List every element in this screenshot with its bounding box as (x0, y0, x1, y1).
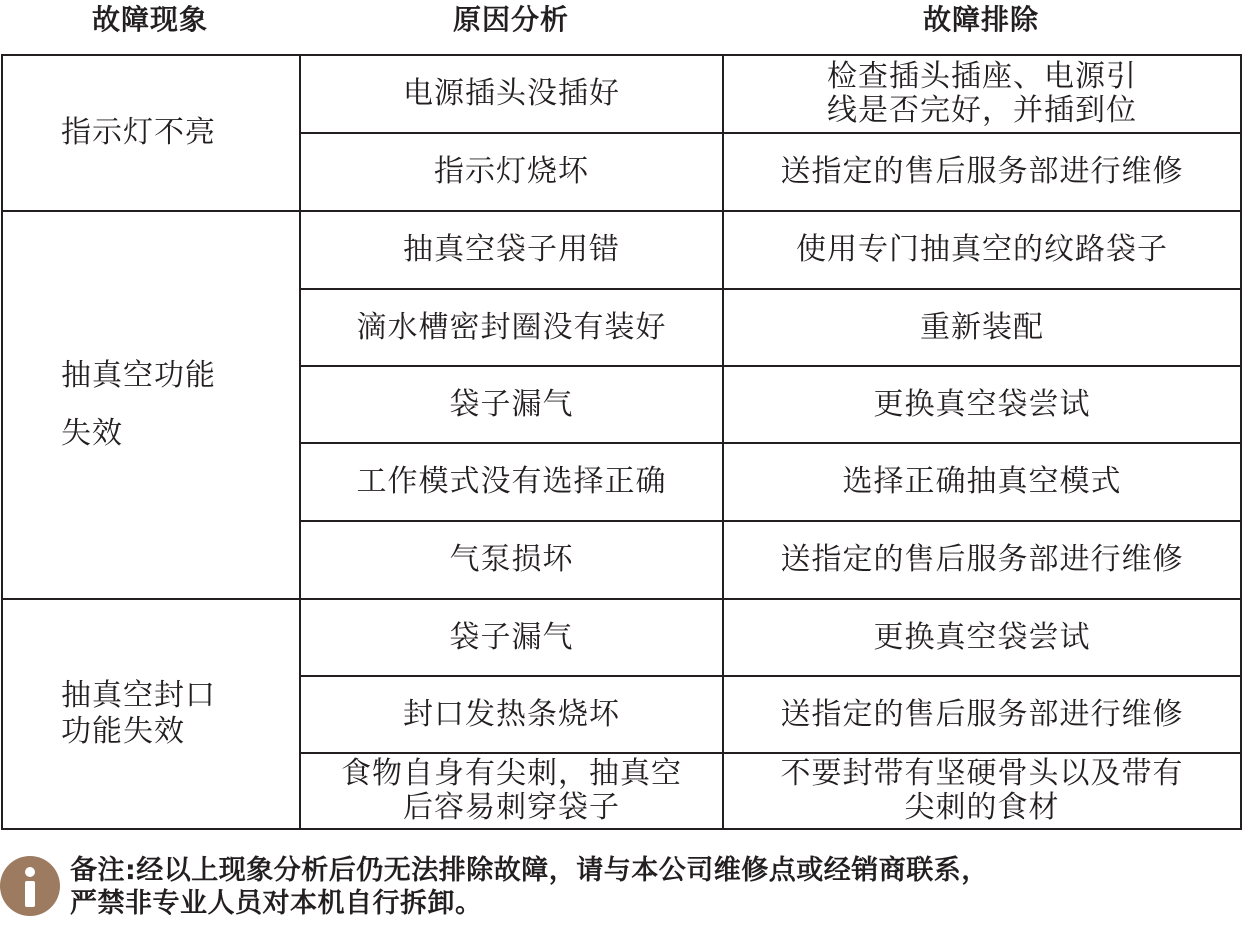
remedy-cell (723, 753, 1241, 829)
table-row (2, 55, 1241, 133)
remedy-cell (723, 211, 1241, 289)
table-row (2, 599, 1241, 676)
troubleshooting-table (1, 54, 1242, 830)
header-cause: 原因分析 (452, 3, 569, 36)
cause-cell (300, 443, 723, 521)
symptom-text: 失效 (61, 416, 123, 451)
cause-text: 后容易刺穿袋子 (403, 790, 620, 825)
note-section (0, 848, 1242, 927)
remedy-text: 送指定的售后服务部进行维修 (780, 154, 1184, 189)
symptom-cell (2, 55, 300, 211)
info-icon-stem (25, 881, 35, 907)
info-icon (0, 856, 60, 916)
cause-text: 工作模式没有选择正确 (356, 464, 667, 499)
cause-cell (300, 133, 723, 211)
remedy-text: 选择正确抽真空模式 (842, 464, 1122, 499)
note-line-2: 严禁非专业人员对本机自行拆卸。 (70, 888, 483, 919)
cause-cell (300, 521, 723, 599)
cause-text: 滴水槽密封圈没有装好 (356, 309, 667, 345)
remedy-text: 送指定的售后服务部进行维修 (780, 696, 1184, 732)
cause-cell (300, 211, 723, 289)
cause-text: 袋子漏气 (449, 386, 574, 422)
note-line-1: 备注:经以上现象分析后仍无法排除故障，请与本公司维修点或经销商联系， (70, 855, 989, 886)
symptom-text: 指示灯不亮 (61, 115, 216, 150)
remedy-text: 线是否完好，并插到位 (827, 93, 1137, 128)
remedy-text: 更换真空袋尝试 (873, 386, 1091, 422)
cause-text: 抽真空袋子用错 (403, 232, 620, 267)
table-row (2, 211, 1241, 289)
cause-cell (300, 753, 723, 829)
cause-text: 指示灯烧坏 (434, 154, 589, 189)
remedy-text: 使用专门抽真空的纹路袋子 (796, 232, 1168, 267)
cause-text: 封口发热条烧坏 (403, 696, 620, 732)
symptom-text: 抽真空封口 (61, 678, 216, 713)
remedy-cell (723, 599, 1241, 676)
header-remedy: 故障排除 (922, 3, 1039, 36)
symptom-cell (2, 599, 300, 829)
header-symptom: 故障现象 (91, 3, 208, 36)
remedy-text: 送指定的售后服务部进行维修 (780, 542, 1184, 577)
cause-text: 袋子漏气 (449, 619, 574, 655)
remedy-cell (723, 133, 1241, 211)
remedy-cell (723, 366, 1241, 443)
cause-cell (300, 289, 723, 366)
cause-cell (300, 55, 723, 133)
remedy-cell (723, 55, 1241, 133)
cause-cell (300, 366, 723, 443)
remedy-text: 重新装配 (920, 309, 1044, 345)
remedy-cell (723, 443, 1241, 521)
note-text (70, 854, 1240, 920)
symptom-text: 抽真空功能 (61, 358, 216, 393)
symptom-text: 功能失效 (61, 714, 185, 749)
symptom-cell (2, 211, 300, 599)
remedy-text: 尖刺的食材 (904, 790, 1060, 825)
table-header (0, 0, 1242, 54)
remedy-cell (723, 676, 1241, 753)
remedy-text: 不要封带有坚硬骨头以及带有 (780, 756, 1184, 791)
remedy-cell (723, 289, 1241, 366)
remedy-text: 检查插头插座、电源引 (827, 59, 1137, 94)
remedy-text: 更换真空袋尝试 (873, 619, 1091, 655)
cause-cell (300, 599, 723, 676)
cause-cell (300, 676, 723, 753)
cause-text: 食物自身有尖刺，抽真空 (341, 756, 682, 791)
remedy-cell (723, 521, 1241, 599)
cause-text: 气泵损坏 (449, 542, 574, 577)
info-icon-dot (25, 867, 35, 877)
cause-text: 电源插头没插好 (403, 76, 620, 111)
